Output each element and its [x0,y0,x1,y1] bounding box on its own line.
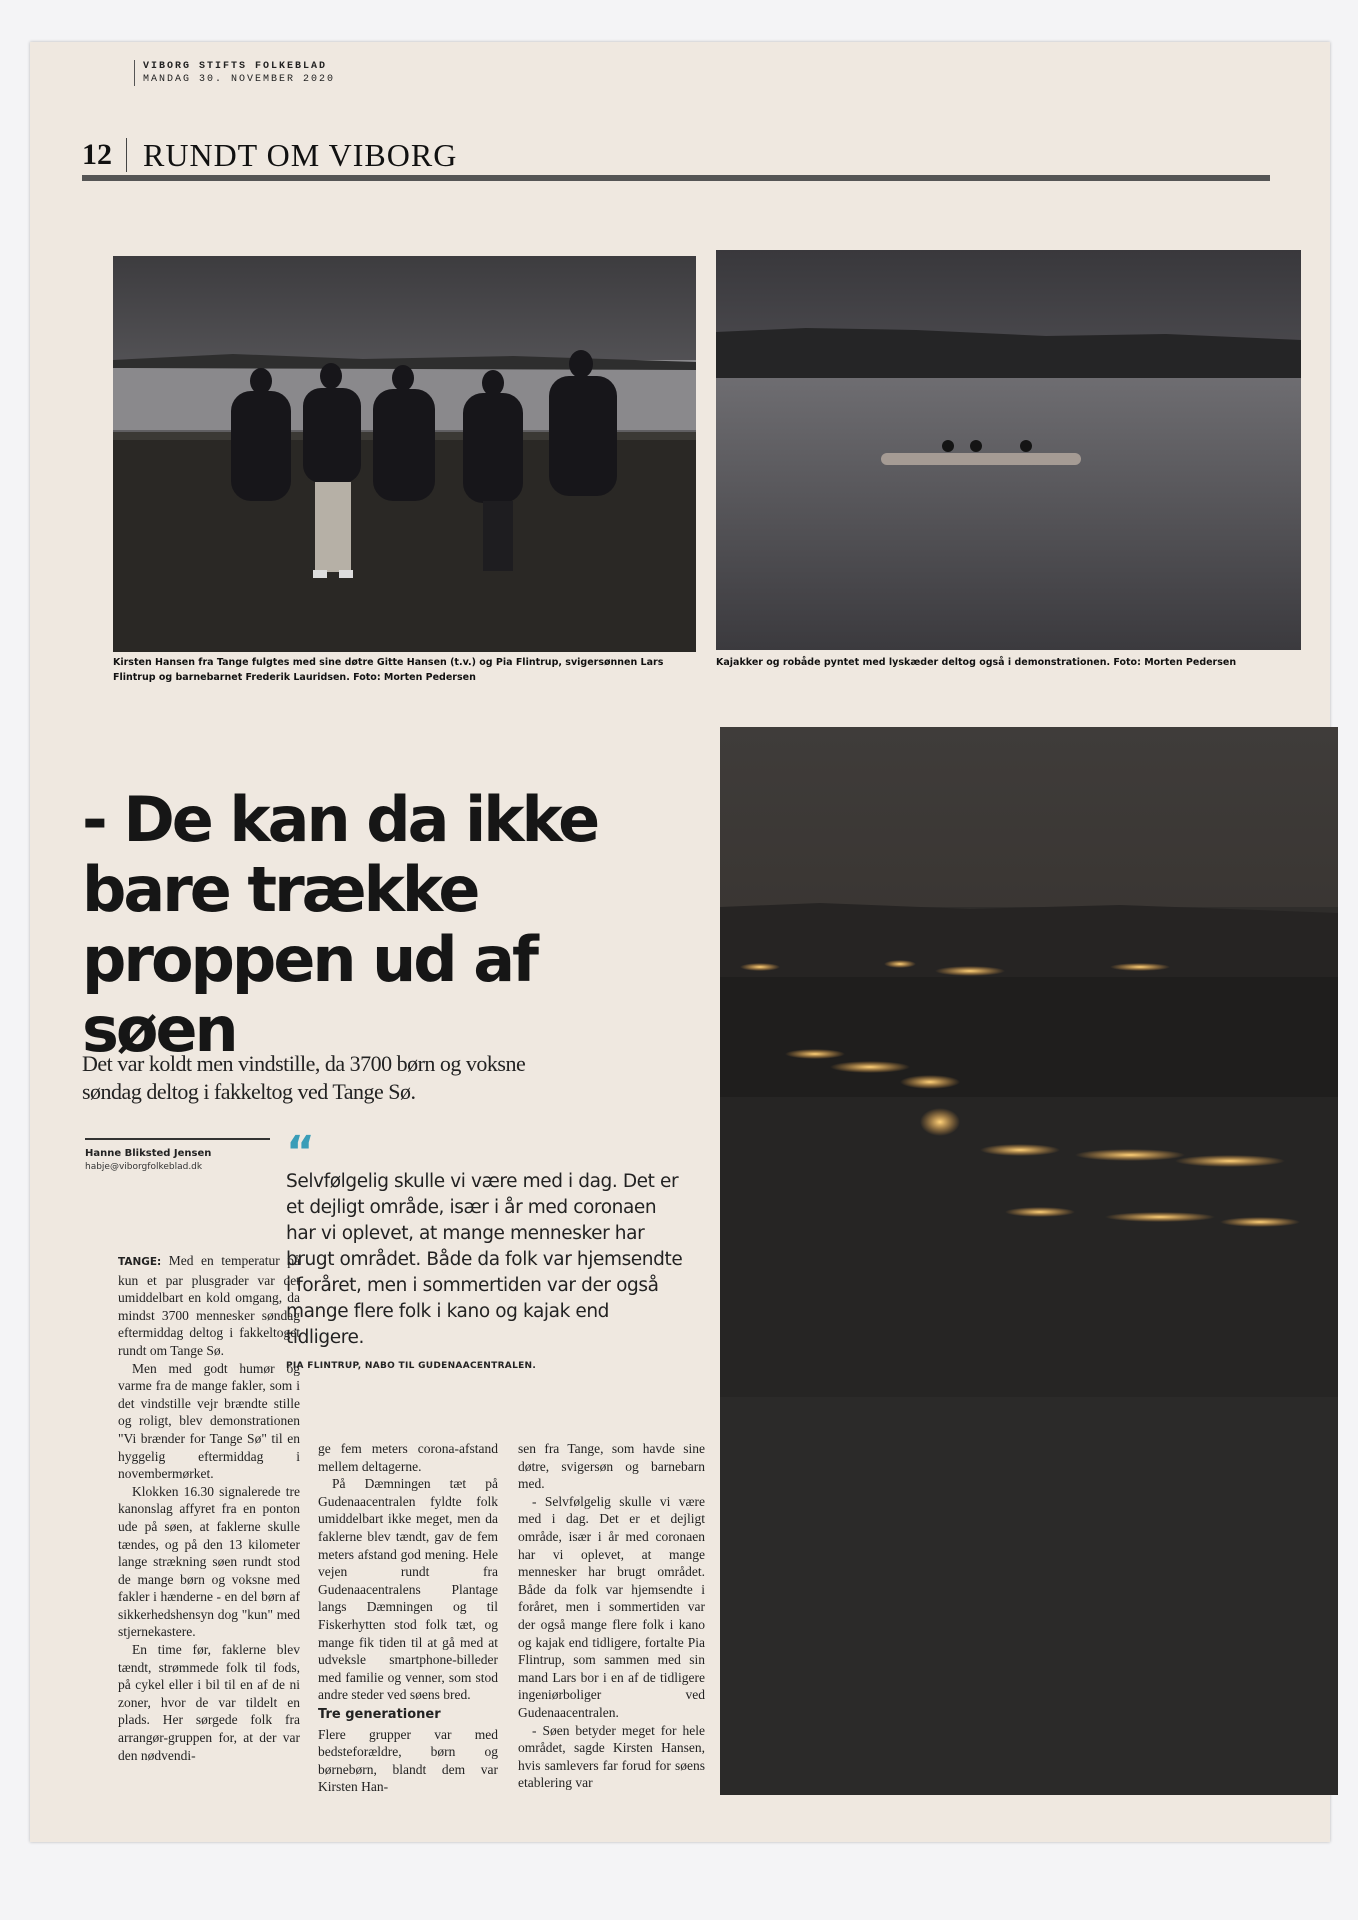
masthead [134,60,335,86]
issue-date: MANDAG 30. NOVEMBER 2020 [143,74,336,85]
body-paragraph: - Selvfølgelig skulle vi være med i dag. Det er et dejligt område, især i år med coronaen har vi oplevet, at mange mennesker har brugt området. Både da folk var hjemsendte i foråret, men i sommertiden var der også mange flere folk i kano og kajak end tidligere, fortalte Pia Flintrup, som sammen med sin mand Lars bor i en af de tidligere ingeniørboliger ved Gudenaacentralen. [518,1493,705,1720]
headline-line: - De kan da ikke [82,783,598,856]
pull-quote-source: PIA FLINTRUP, NABO TIL GUDENAACENTRALEN. [286,1361,537,1371]
body-paragraph: En time før, faklerne blev tændt, strømmede folk til fods, på cykel eller i bil til en af de ni zoner, hvor de var tildelt en plads. Her sørgede folk fra arrangør-gruppen for, at der var den nødvendi- [118,1642,300,1763]
family-photo [113,256,696,652]
body-paragraph: ge fem meters corona-afstand mellem deltagerne. [318,1441,498,1474]
family-photo-image [113,256,696,652]
headline-line: proppen ud af søen [82,923,537,1066]
quote-icon: “ [286,1127,315,1178]
body-paragraph: Men med godt humør og varme fra de mange fakler, som i det vindstille vejr brændte stille og roligt, blev demonstrationen "Vi brænder for Tange Sø" til en hyggelig eftermiddag i novembermørket. [118,1360,300,1482]
kayak-photo [716,250,1301,650]
body-paragraph: Klokken 16.30 signalerede tre kanonslag affyret fra en ponton ude på søen, at faklerne skulle tændes, og på den 13 kilometer lange strækning søen rundt stod de mange børn og voksne med fakler i hænderne - en del børn af sikkerhedshensyn dog "kun" med stjernekastere. [118,1483,300,1640]
subheading: Tre generationer [318,1706,441,1722]
body-paragraph: sen fra Tange, som havde sine døtre, svigersøn og barnebarn med. [518,1441,705,1492]
body-paragraph: Flere grupper var med bedsteforældre, børn og børnebørn, blandt dem var Kirsten Han- [318,1726,498,1795]
pull-quote-text: Selvfølgelig skulle vi være med i dag. Det er et dejligt område, især i år med coronaen har vi oplevet, at mange mennesker har brugt området. Både da folk var hjemsendte i foråret, men i sommertiden var der også mange flere folk i kano og kajak end tidligere. [286,1171,683,1348]
section-header [82,135,457,175]
kayak-photo-caption: Kajakker og robåde pyntet med lyskæder deltog også i demonstrationen. Foto: Morten Pedersen [716,657,1237,668]
torch-procession-image [720,727,1338,1795]
author-email[interactable]: habje@viborgfolkeblad.dk [85,1162,203,1172]
page-number: 12 [82,138,127,172]
section-rule [82,175,1270,181]
headline-line: bare trække [82,853,478,926]
family-photo-caption: Kirsten Hansen fra Tange fulgtes med sine døtre Gitte Hansen (t.v.) og Pia Flintrup, svigersønnen Lars Flintrup og barnebarnet Frederik Lauridsen. Foto: Morten Pedersen [113,657,664,683]
body-paragraph: Med en temperatur på kun et par plusgrader var det umiddelbart en kold omgang, da mindst 3700 mennesker søndag eftermiddag deltog i fakkeltoget rundt om Tange Sø. [118,1253,301,1358]
section-title: RUNDT OM VIBORG [143,136,458,173]
body-column-2 [318,1440,498,1796]
body-paragraph: På Dæmningen tæt på Gudenaacentralen fyldte folk umiddelbart ikke meget, men da faklerne blev tændt, gav de fem meters afstand god mening. Hele vejen rundt fra Gudenaacentralens Plantage langs Dæmningen og til Fiskerhytten stod folk tæt, og mange fik tiden til at gå med at udveksle smartphone-billeder med familie og venner, som stod andre steder ved søens bred. [318,1476,498,1703]
body-column-1 [118,1252,300,1764]
dateline-kicker: TANGE: [118,1256,162,1268]
newspaper-name: VIBORG STIFTS FOLKEBLAD [143,61,328,72]
body-column-3 [518,1440,705,1792]
author-name: Hanne Bliksted Jensen [85,1148,212,1159]
kayak-photo-image [716,250,1301,650]
torch-procession-photo [720,727,1338,1795]
headline [82,785,702,1065]
byline [85,1138,270,1172]
lead-paragraph: Det var koldt men vindstille, da 3700 børn og voksne søndag deltog i fakkeltog ved Tange Sø. [82,1051,526,1104]
pull-quote [286,1127,691,1371]
body-paragraph: - Søen betyder meget for hele området, sagde Kirsten Hansen, hvis samlevers far forud for søens etablering var [518,1722,705,1791]
